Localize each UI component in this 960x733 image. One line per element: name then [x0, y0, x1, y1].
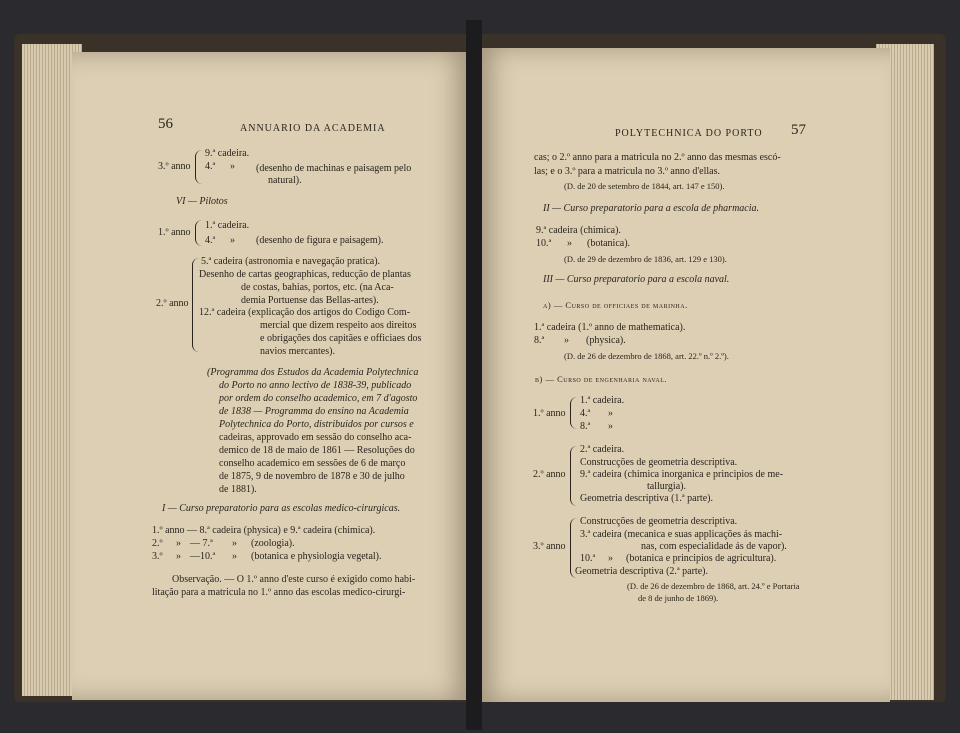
text-line: (desenho de figura e paisagem).: [256, 235, 384, 246]
ditto-mark: »: [608, 553, 613, 564]
brace: [192, 258, 199, 352]
book-gutter: [466, 20, 482, 730]
text-line: natural).: [268, 175, 302, 186]
citation-line: de 1881).: [219, 484, 257, 495]
text-line: demia Portuense das Bellas-artes).: [241, 295, 379, 306]
brace: [195, 220, 202, 246]
ditto-mark: »: [230, 235, 235, 246]
text-line: (desenho de machinas e paisagem pelo: [256, 163, 412, 174]
citation-line: cadeiras, approvado em sessão do conselho aca-: [219, 432, 412, 443]
text-line: (botanica e physiologia vegetal).: [251, 551, 382, 562]
page-number-left: 56: [158, 116, 173, 132]
text-line: 10.ª: [580, 553, 596, 564]
year-label: 1.º anno: [533, 408, 566, 419]
running-header-right: POLYTECHNICA DO PORTO: [615, 128, 763, 139]
brace: [195, 150, 202, 184]
year-label: 3.º anno: [158, 161, 191, 172]
citation-line: de 1875, 9 de novembro de 1878 e 30 de julho: [219, 471, 405, 482]
text-line: 9.ª cadeira (chimica inorganica e principios de me-: [580, 469, 784, 480]
section-heading: VI — Pilotos: [176, 196, 228, 207]
ditto-mark: »: [564, 335, 569, 346]
citation-line: (D. de 29 de dezembro de 1836, art. 129 e 130).: [564, 254, 727, 264]
citation-line: (D. de 26 de dezembro de 1868, art. 22.º n.º 2.º).: [564, 351, 729, 361]
ditto-mark: »: [176, 538, 181, 549]
citation-line: (Programma dos Estudos da Academia Polytechnica: [207, 367, 419, 378]
text-line: Desenho de cartas geographicas, reducção de plantas: [199, 269, 411, 280]
citation-line: conselho academico em sessões de 6 de março: [219, 458, 406, 469]
text-line: 8.ª: [580, 421, 591, 432]
text-line: — 7.ª: [190, 538, 213, 549]
year-label: 2.º anno: [533, 469, 566, 480]
text-line: (physica).: [586, 335, 626, 346]
citation-line: do Porto no anno lectivo de 1838-39, publicado: [219, 380, 412, 391]
text-line: las; e o 3.º para a matricula no 3.º anno d'ellas.: [534, 166, 720, 177]
text-line: 2.ª cadeira.: [580, 444, 625, 455]
text-line: de costas, bahias, portos, etc. (na Aca-: [241, 282, 394, 293]
text-line: 1.ª cadeira.: [205, 220, 250, 231]
text-line: Construcções de geometria descriptiva.: [580, 457, 738, 468]
text-line: 2.º: [152, 538, 163, 549]
brace: [570, 397, 577, 429]
running-header-left: ANNUARIO DA ACADEMIA: [240, 123, 386, 134]
ditto-mark: »: [232, 538, 237, 549]
text-line: 4.ª: [580, 408, 591, 419]
brace: [570, 446, 577, 506]
text-line: 8.ª: [534, 335, 545, 346]
text-line: (botanica e principios de agricultura).: [626, 553, 777, 564]
text-line: 1.ª cadeira.: [580, 395, 625, 406]
text-line: 3.ª cadeira (mecanica e suas applicações ás machi-: [580, 529, 783, 540]
subsection-heading: a) — Curso de officiaes de marinha.: [543, 300, 688, 310]
text-line: Geometria descriptiva (2.ª parte).: [575, 566, 708, 577]
citation-line: por ordem do conselho academico, em 7 d'agosto: [219, 393, 418, 404]
text-line: —10.ª: [190, 551, 216, 562]
text-line: Observação. — O 1.º anno d'este curso é exigido como habi-: [172, 574, 416, 585]
text-line: Construcções de geometria descriptiva.: [580, 516, 738, 527]
ditto-mark: »: [232, 551, 237, 562]
year-label: 3.º anno: [533, 541, 566, 552]
ditto-mark: »: [608, 421, 613, 432]
text-line: navios mercantes).: [260, 346, 335, 357]
ditto-mark: »: [176, 551, 181, 562]
text-line: tallurgia).: [647, 481, 686, 492]
text-line: cas; o 2.º anno para a matricula no 2.º anno das mesmas escó-: [534, 152, 781, 163]
section-heading: I — Curso preparatorio para as escolas medico-cirurgicas.: [162, 503, 401, 514]
text-line: Geometria descriptiva (1.ª parte).: [580, 493, 713, 504]
subsection-heading: b) — Curso de engenharia naval.: [535, 374, 668, 384]
text-line: mercial que dizem respeito aos direitos: [260, 320, 417, 331]
year-label: 2.º anno: [156, 298, 189, 309]
citation-line: (D. de 26 de dezembro de 1868, art. 24.º e Portaria: [627, 581, 800, 591]
text-line: nas, com especialidade ás de vapor).: [641, 541, 787, 552]
citation-line: (D. de 20 de setembro de 1844, art. 147 e 150).: [564, 181, 725, 191]
text-line: 9.ª cadeira (chimica).: [536, 225, 621, 236]
ditto-mark: »: [608, 408, 613, 419]
text-line: 1.º anno — 8.ª cadeira (physica) e 9.ª cadeira (chimica).: [152, 525, 376, 536]
text-line: 1.ª cadeira (1.º anno de mathematica).: [534, 322, 686, 333]
text-line: e obrigações dos capitães e officiaes dos: [260, 333, 422, 344]
text-line: litação para a matricula no 1.º anno das escolas medico-cirurgi-: [152, 587, 406, 598]
section-heading: II — Curso preparatorio para a escola de pharmacia.: [543, 203, 760, 214]
text-line: 4.ª: [205, 235, 216, 246]
text-line: 12.ª cadeira (explicação dos artigos do Codigo Com-: [199, 307, 411, 318]
text-line: 9.ª cadeira.: [205, 148, 250, 159]
text-line: 4.ª: [205, 161, 216, 172]
ditto-mark: »: [230, 161, 235, 172]
text-line: 10.ª: [536, 238, 552, 249]
year-label: 1.º anno: [158, 227, 191, 238]
citation-line: demico de 18 de maio de 1861 — Resoluções do: [219, 445, 415, 456]
ditto-mark: »: [567, 238, 572, 249]
text-line: (zoologia).: [251, 538, 295, 549]
page-number-right: 57: [791, 122, 806, 138]
citation-line: Polytechnica do Porto, distribuidos por cursos e: [219, 419, 414, 430]
text-line: 5.ª cadeira (astronomia e navegação pratica).: [201, 256, 381, 267]
section-heading: III — Curso preparatorio para a escola naval.: [543, 274, 730, 285]
citation-line: de 1838 — Programma do ensino na Academia: [219, 406, 409, 417]
text-line: (botanica).: [587, 238, 631, 249]
citation-line: de 8 de junho de 1869).: [638, 593, 719, 603]
text-line: 3.º: [152, 551, 163, 562]
